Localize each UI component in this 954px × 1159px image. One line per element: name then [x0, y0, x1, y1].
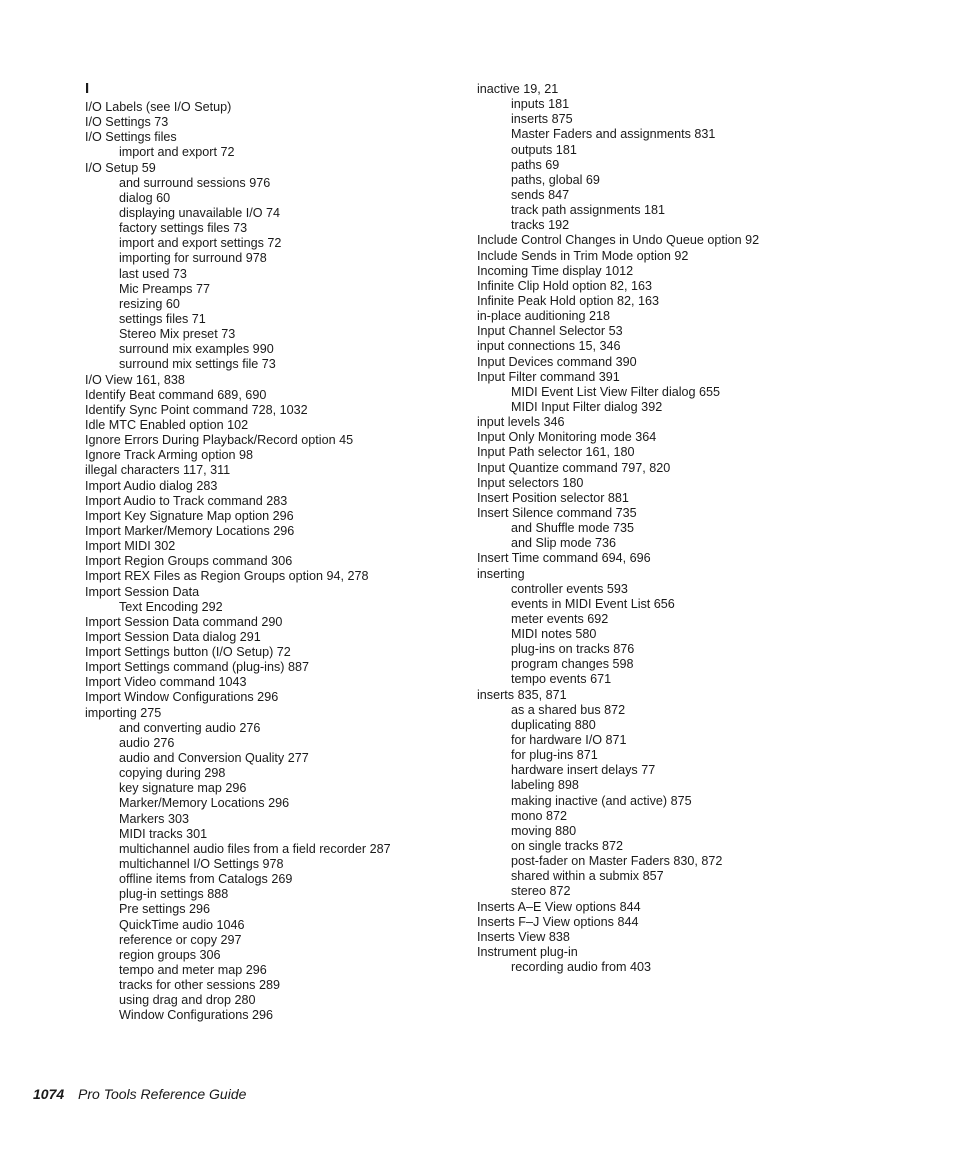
- index-entry: Identify Sync Point command 728, 1032: [85, 402, 308, 417]
- index-entry: Ignore Track Arming option 98: [85, 448, 254, 463]
- index-subentry: offline items from Catalogs 269: [119, 872, 293, 887]
- index-subentry: paths 69: [511, 157, 560, 172]
- index-subentry: QuickTime audio 1046: [119, 917, 245, 932]
- index-subentry: resizing 60: [119, 296, 180, 311]
- index-entry: Insert Silence command 735: [477, 505, 637, 520]
- index-subentry: multichannel I/O Settings 978: [119, 857, 284, 872]
- index-entry: Idle MTC Enabled option 102: [85, 417, 249, 432]
- index-entry: Inserts A–E View options 844: [477, 899, 641, 914]
- index-entry: Insert Position selector 881: [477, 490, 629, 505]
- index-entry: Include Control Changes in Undo Queue option 92: [477, 233, 760, 248]
- index-subentry: meter events 692: [511, 611, 609, 626]
- index-entry: Input selectors 180: [477, 475, 584, 490]
- index-entry: Import REX Files as Region Groups option 94, 278: [85, 569, 369, 584]
- index-entry: Input Devices command 390: [477, 354, 637, 369]
- index-column-right: [477, 82, 917, 975]
- index-entry: Import Video command 1043: [85, 675, 247, 690]
- index-subentry: as a shared bus 872: [511, 702, 626, 717]
- index-subentry: Marker/Memory Locations 296: [119, 796, 290, 811]
- index-subentry: Pre settings 296: [119, 902, 211, 917]
- index-subentry: inputs 181: [511, 97, 570, 112]
- index-subentry: and converting audio 276: [119, 720, 261, 735]
- index-subentry: Text Encoding 292: [119, 599, 223, 614]
- index-entry: Infinite Clip Hold option 82, 163: [477, 278, 653, 293]
- index-subentry: Master Faders and assignments 831: [511, 127, 716, 142]
- index-subentry: and Slip mode 736: [511, 536, 617, 551]
- index-subentry: labeling 898: [511, 778, 579, 793]
- index-subentry: outputs 181: [511, 142, 577, 157]
- index-entry: Import Session Data: [85, 584, 200, 599]
- index-subentry: inserts 875: [511, 112, 573, 127]
- index-subentry: MIDI Event List View Filter dialog 655: [511, 384, 721, 399]
- index-subentry: plug-ins on tracks 876: [511, 642, 635, 657]
- guide-title: Pro Tools Reference Guide: [78, 1086, 247, 1102]
- section-letter: I: [85, 80, 90, 97]
- index-subentry: program changes 598: [511, 657, 634, 672]
- index-subentry: for plug-ins 871: [511, 748, 598, 763]
- index-entry: inserting: [477, 566, 525, 581]
- index-entry: Input Path selector 161, 180: [477, 445, 635, 460]
- index-entry: Inserts F–J View options 844: [477, 914, 639, 929]
- index-subentry: audio 276: [119, 735, 175, 750]
- index-subentry: surround mix settings file 73: [119, 357, 276, 372]
- index-subentry: audio and Conversion Quality 277: [119, 751, 309, 766]
- index-entry: Input Quantize command 797, 820: [477, 460, 671, 475]
- index-subentry: controller events 593: [511, 581, 628, 596]
- index-entry: Instrument plug-in: [477, 945, 578, 960]
- index-entry: I/O Labels (see I/O Setup): [85, 100, 232, 114]
- index-subentry: import and export settings 72: [119, 236, 282, 251]
- index-entry: Import Session Data command 290: [85, 614, 283, 629]
- index-subentry: tempo events 671: [511, 672, 612, 687]
- index-entry: input levels 346: [477, 415, 565, 430]
- index-subentry: dialog 60: [119, 190, 171, 205]
- index-entry: I/O Settings files: [85, 130, 177, 145]
- index-subentry: import and export 72: [119, 145, 235, 160]
- index-subentry: Stereo Mix preset 73: [119, 327, 236, 342]
- index-entry: Import Window Configurations 296: [85, 690, 279, 705]
- index-subentry: mono 872: [511, 808, 568, 823]
- index-subentry: settings files 71: [119, 311, 206, 326]
- index-subentry: MIDI notes 580: [511, 627, 597, 642]
- index-entry: Import MIDI 302: [85, 539, 176, 554]
- index-entry: in-place auditioning 218: [477, 309, 611, 324]
- index-subentry: tracks 192: [511, 218, 570, 233]
- index-subentry: events in MIDI Event List 656: [511, 596, 675, 611]
- index-subentry: track path assignments 181: [511, 203, 666, 218]
- index-entry: Import Region Groups command 306: [85, 554, 293, 569]
- index-subentry: last used 73: [119, 266, 187, 281]
- index-subentry: tempo and meter map 296: [119, 963, 267, 978]
- index-subentry: Mic Preamps 77: [119, 281, 210, 296]
- index-entry: Import Audio dialog 283: [85, 478, 218, 493]
- index-entry: Include Sends in Trim Mode option 92: [477, 248, 689, 263]
- index-subentry: copying during 298: [119, 766, 226, 781]
- index-entry: Identify Beat command 689, 690: [85, 387, 267, 402]
- index-entry: Import Audio to Track command 283: [85, 493, 288, 508]
- index-subentry: region groups 306: [119, 947, 221, 962]
- index-subentry: and surround sessions 976: [119, 175, 271, 190]
- index-subentry: reference or copy 297: [119, 932, 242, 947]
- index-subentry: key signature map 296: [119, 781, 247, 796]
- index-subentry: and Shuffle mode 735: [511, 521, 635, 536]
- index-subentry: multichannel audio files from a field recorder 287: [119, 841, 391, 856]
- index-entry: Import Marker/Memory Locations 296: [85, 523, 295, 538]
- index-entry: Ignore Errors During Playback/Record option 45: [85, 433, 354, 448]
- index-subentry: MIDI Input Filter dialog 392: [511, 399, 663, 414]
- index-subentry: for hardware I/O 871: [511, 733, 627, 748]
- index-subentry: displaying unavailable I/O 74: [119, 205, 281, 220]
- index-entry: inactive 19, 21: [477, 82, 559, 96]
- index-entry: Input Filter command 391: [477, 369, 620, 384]
- index-subentry: recording audio from 403: [511, 960, 652, 975]
- index-subentry: MIDI tracks 301: [119, 826, 208, 841]
- index-subentry: importing for surround 978: [119, 251, 267, 266]
- index-entry: Input Channel Selector 53: [477, 324, 623, 339]
- index-entry: I/O Setup 59: [85, 160, 156, 175]
- index-column-left: [85, 80, 460, 1024]
- index-entry: inserts 835, 871: [477, 687, 567, 702]
- index-subentry: Markers 303: [119, 811, 189, 826]
- index-subentry: on single tracks 872: [511, 839, 624, 854]
- index-entry: importing 275: [85, 705, 162, 720]
- index-entry: illegal characters 117, 311: [85, 463, 231, 478]
- index-subentry: shared within a submix 857: [511, 869, 664, 884]
- index-entry: Import Session Data dialog 291: [85, 629, 261, 644]
- index-subentry: post-fader on Master Faders 830, 872: [511, 854, 723, 869]
- index-entry: Incoming Time display 1012: [477, 263, 634, 278]
- index-entry: Input Only Monitoring mode 364: [477, 430, 657, 445]
- index-entry: input connections 15, 346: [477, 339, 621, 354]
- index-entry: Import Settings command (plug-ins) 887: [85, 660, 309, 675]
- index-entry: I/O View 161, 838: [85, 372, 185, 387]
- index-entry: Inserts View 838: [477, 929, 570, 944]
- index-entry: Import Settings button (I/O Setup) 72: [85, 645, 291, 660]
- index-subentry: sends 847: [511, 187, 570, 202]
- page-number: 1074: [33, 1086, 65, 1102]
- index-subentry: surround mix examples 990: [119, 342, 274, 357]
- page-footer: [33, 1086, 246, 1102]
- index-entry: Import Key Signature Map option 296: [85, 508, 294, 523]
- index-entry: Insert Time command 694, 696: [477, 551, 651, 566]
- index-subentry: paths, global 69: [511, 172, 600, 187]
- index-subentry: hardware insert delays 77: [511, 763, 656, 778]
- index-entry: I/O Settings 73: [85, 115, 169, 130]
- index-subentry: making inactive (and active) 875: [511, 793, 692, 808]
- index-subentry: using drag and drop 280: [119, 993, 256, 1008]
- index-subentry: stereo 872: [511, 884, 571, 899]
- index-subentry: tracks for other sessions 289: [119, 978, 280, 993]
- index-entry: Infinite Peak Hold option 82, 163: [477, 293, 660, 308]
- index-subentry: factory settings files 73: [119, 221, 248, 236]
- index-subentry: Window Configurations 296: [119, 1008, 274, 1023]
- index-subentry: moving 880: [511, 823, 577, 838]
- index-subentry: plug-in settings 888: [119, 887, 229, 902]
- index-subentry: duplicating 880: [511, 717, 596, 732]
